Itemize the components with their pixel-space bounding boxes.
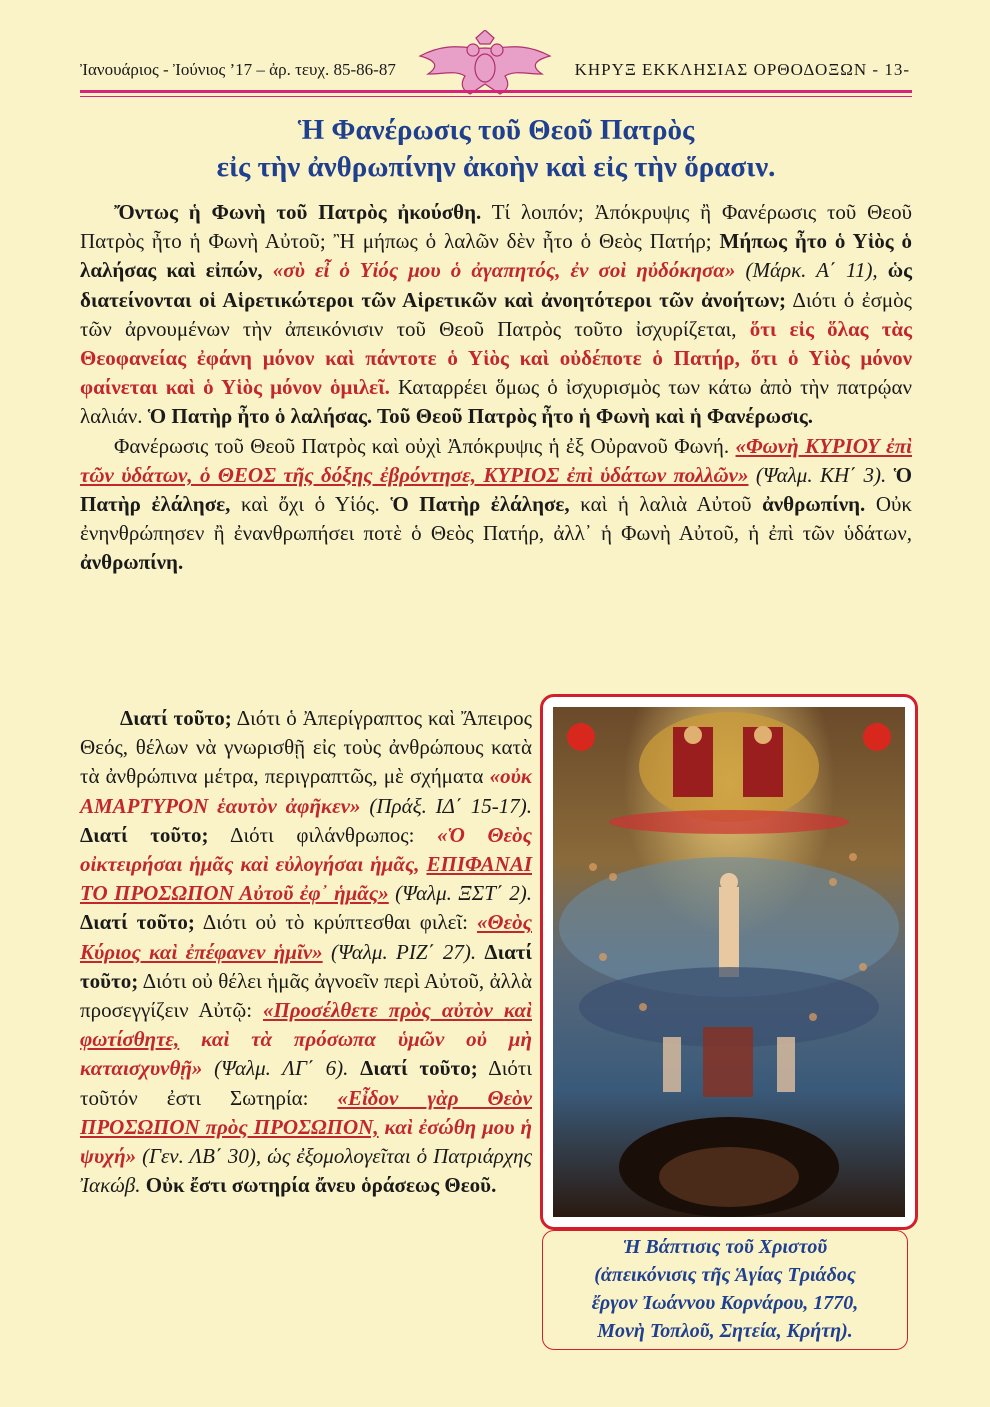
icon-painting	[553, 707, 905, 1217]
p1-quote: «σὺ εἶ ὁ Υἱός μου ὁ ἀγαπητός, ἐν σοὶ ηὐδόκησα»	[262, 258, 736, 283]
header-rule-thin	[80, 96, 912, 97]
p3-ref-5: (Γεν. ΛΒ΄ 30), ὡς ἐξομολογεῖται ὁ Πατριάρχης Ἰακώβ.	[80, 1144, 532, 1198]
image-caption	[542, 1230, 908, 1350]
p3-quote-5b: καὶ ἐσώθη μου ἡ ψυχή»	[80, 1114, 532, 1169]
caption-line-1: Ἡ Βάπτισις τοῦ Χριστοῦ	[622, 1236, 828, 1258]
p3-quote-4: «Προσέλθετε πρὸς αὐτὸν καὶ φωτίσθητε,	[80, 998, 532, 1052]
p2-bold-4: ἀνθρωπίνη.	[80, 550, 184, 575]
caption-line-2: (ἀπεικόνισις τῆς Ἁγίας Τριάδος	[594, 1264, 856, 1286]
article-title	[80, 112, 912, 186]
p3-ref-4: (Ψαλμ. ΛΓ΄ 6).	[202, 1056, 361, 1081]
p3-text: Διότι ὁ Ἀπερίγραπτος καὶ Ἄπειρος Θεός, θέλων νὰ γνωρισθῇ εἰς τοὺς ἀνθρώπους κατὰ τὰ ἀνθρώπινα μέτρα, περιγραπτῶς, μὲ σχήματα	[80, 706, 532, 789]
issue-info: Ἰανουάριος - Ἰούνιος ’17 – ἀρ. τευχ. 85-86-87	[80, 60, 396, 79]
p3-quote-4b: καὶ τὰ πρόσωπα ὑμῶν οὐ μὴ καταισχυνθῇ»	[80, 1027, 532, 1081]
p3-lead: Διατί τοῦτο;	[120, 706, 232, 730]
p3-text-2: Διότι φιλάνθρωπος:	[208, 822, 438, 847]
p3-lead-3: Διατί τοῦτο;	[80, 910, 195, 935]
caption-line-4: Μονὴ Τοπλοῦ, Σητεία, Κρήτη).	[597, 1320, 853, 1342]
p2-text-3: καὶ ἡ λαλιὰ Αὐτοῦ	[569, 492, 763, 517]
p3-text-5: Διότι τοῦτόν ἐστι Σωτηρία:	[80, 1056, 533, 1110]
left-column	[80, 704, 532, 1200]
p1-bold: Μήπως ἦτο ὁ Υἱὸς ὁ λαλήσας καὶ εἰπών,	[80, 229, 912, 283]
p1-bold-2: ὡς διατείνονται οἱ Αἱρετικώτεροι τῶν Αἱρετικῶν καὶ ἀνοητότεροι τῶν ἀνοήτων;	[80, 258, 912, 312]
p2-bold-2: Ὁ Πατὴρ ἐλάλησε,	[390, 492, 570, 517]
paragraph-2	[80, 432, 912, 578]
caption-line-3: ἔργον Ἰωάννου Κορνάρου, 1770,	[591, 1292, 859, 1314]
p2-text-4: Οὐκ ἐνηνθρώπησεν ἢ ἐνανθρωπήσει ποτὲ ὁ Θεὸς Πατήρ, ἀλλ᾽ ἡ Φωνὴ Αὐτοῦ, ἡ ἐπὶ τῶν ὑδάτων,	[80, 492, 913, 546]
p3-lead-4: Διατί τοῦτο;	[80, 939, 532, 993]
p2-text-2: καὶ ὄχι ὁ Υἱός.	[230, 492, 391, 517]
p3-quote-5: «Εἶδον γὰρ Θεὸν ΠΡΟΣΩΠΟΝ πρὸς ΠΡΟΣΩΠΟΝ,	[80, 1085, 532, 1139]
p2-ref: (Ψαλμ. ΚΗ΄ 3).	[748, 462, 894, 487]
title-line-1: Ἡ Φανέρωσις τοῦ Θεοῦ Πατρὸς	[297, 114, 695, 146]
p1-ref: (Μάρκ. Α΄ 11),	[735, 258, 888, 283]
paragraph-3	[80, 704, 532, 1200]
publication-title: ΚΗΡΥΞ ΕΚΚΛΗΣΙΑΣ ΟΡΘΟΔΟΞΩΝ - 13-	[574, 60, 910, 79]
article-body	[80, 198, 912, 578]
p1-bold-3: Ὁ Πατὴρ ἦτο ὁ λαλήσας. Τοῦ Θεοῦ Πατρὸς ἦτο ἡ Φωνὴ καὶ ἡ Φανέρωσις.	[147, 404, 814, 429]
p3-text-4: Διότι οὐ θέλει ἡμᾶς ἀγνοεῖν περὶ Αὐτοῦ, ἀλλὰ προσεγγίζειν Αὐτῷ:	[80, 968, 532, 1023]
p3-conclusion: Οὐκ ἔστι σωτηρία ἄνευ ὁράσεως Θεοῦ.	[145, 1173, 497, 1198]
p3-ref-2: (Ψαλμ. ΞΣΤ΄ 2).	[388, 881, 533, 906]
p1-lead: Ὄντως ἡ Φωνὴ τοῦ Πατρὸς ἠκούσθη.	[114, 200, 482, 224]
header-rule	[80, 90, 912, 93]
page-header	[80, 52, 910, 92]
p3-quote-1: «οὐκ ΑΜΑΡΤΥΡΟΝ ἑαυτὸν ἀφῆκεν»	[80, 764, 532, 818]
p2-bold-3: ἀνθρωπίνη.	[762, 492, 866, 517]
p2-quote: «Φωνὴ ΚΥΡΙΟΥ ἐπὶ τῶν ὑδάτων, ὁ ΘΕΟΣ τῆς δόξης ἐβρόντησε, ΚΥΡΙΟΣ ἐπὶ ὑδάτων πολλῶν»	[80, 433, 912, 487]
p3-quote-2: «Ὁ Θεὸς οἰκτειρήσαι ἡμᾶς καὶ εὐλογήσαι ἡμᾶς,	[80, 822, 532, 877]
p1-text-2: Διότι ὁ ἐσμὸς τῶν ἀρνουμένων τὴν ἀπεικόνισιν τοῦ Θεοῦ Πατρὸς τοῦτο ἰσχυρίζεται,	[80, 287, 912, 341]
p1-text: Τί λοιπόν; Ἀπόκρυψις ἢ Φανέρωσις τοῦ Θεοῦ Πατρὸς ἦτο ἡ Φωνὴ Αὐτοῦ; Ἢ μήπως ὁ λαλῶν δὲν ἦτο ὁ Θεὸς Πατήρ;	[80, 200, 912, 254]
p3-quote-3: «Θεὸς Κύριος καὶ ἐπέφανεν ἡμῖν»	[80, 910, 532, 964]
title-line-2: εἰς τὴν ἀνθρωπίνην ἀκοὴν καὶ εἰς τὴν ὅρασιν.	[216, 151, 776, 183]
baptism-icon-image	[553, 707, 905, 1217]
p3-lead-2: Διατί τοῦτο;	[80, 822, 209, 847]
p2-text: Φανέρωσις τοῦ Θεοῦ Πατρὸς καὶ οὐχὶ Ἀπόκρυψις ἡ ἐξ Οὐρανοῦ Φωνή.	[114, 433, 736, 458]
p3-lead-5: Διατί τοῦτο;	[360, 1056, 478, 1081]
p1-red: ὅτι εἰς ὅλας τὰς Θεοφανείας ἐφάνη μόνον καὶ πάντοτε ὁ Υἱὸς καὶ οὐδέποτε ὁ Πατήρ, ὅτι ὁ Υἱὸς μόνον φαίνεται καὶ ὁ Υἱὸς μόνον ὁμιλεῖ.	[80, 316, 912, 400]
p3-quote-2b: ΕΠΙΦΑΝΑΙ ΤΟ ΠΡΟΣΩΠΟΝ Αὐτοῦ ἐφ᾽ ἡμᾶς»	[80, 852, 532, 906]
paragraph-1	[80, 198, 912, 432]
p3-text-3: Διότι οὐ τὸ κρύπτεσθαι φιλεῖ:	[194, 910, 477, 935]
p3-ref-3: (Ψαλμ. ΡΙΖ΄ 27).	[322, 939, 485, 964]
p2-bold: Ὁ Πατὴρ ἐλάλησε,	[80, 462, 912, 517]
p1-text-3: Καταρρέει ὅμως ὁ ἰσχυρισμὸς των κάτω ἀπὸ τὴν πατρῴαν λαλιάν.	[80, 375, 912, 429]
icon-image-frame	[540, 694, 918, 1230]
p3-ref-1: (Πράξ. ΙΔ΄ 15-17).	[360, 793, 532, 818]
